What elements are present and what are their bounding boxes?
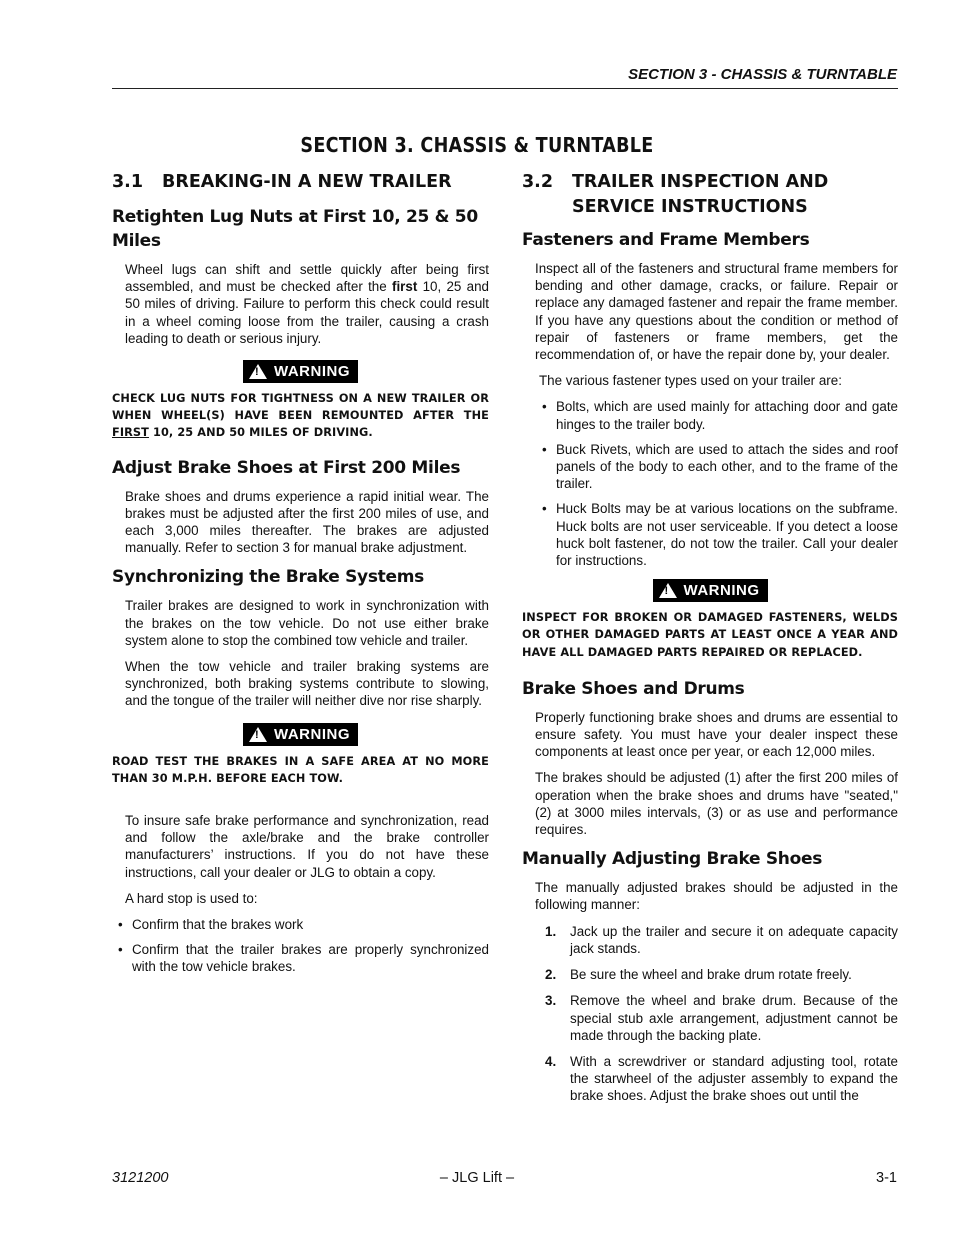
warning-triangle-icon: ! [659, 583, 677, 598]
list-item: • Huck Bolts may be at various locations on the subframe. Huck bolts are not user serviceable. If you detect a loose huck bolt fastener, do not tow the trailer. Call your dealer for instructions. [536, 500, 898, 569]
step-number: 2. [545, 967, 557, 983]
warning-banner-1 [112, 360, 489, 384]
step-text: Be sure the wheel and brake drum rotate freely. [570, 967, 852, 983]
sync-paragraph-3: To insure safe brake performance and synchronization, read and follow the axle/brake and the brake controller manufacturers’ instructions. If you do not have these instructions, call your dealer or JLG to obtain a copy. [125, 813, 489, 880]
warning-badge [653, 579, 768, 602]
list-item: • Confirm that the brakes work [112, 916, 489, 933]
footer-page-number: 3-1 [876, 1170, 897, 1186]
manual-adjust-heading: Manually Adjusting Brake Shoes [522, 849, 823, 870]
brake-drums-heading: Brake Shoes and Drums [522, 678, 745, 699]
step-text: Remove the wheel and brake drum. Because of the special stub axle arrangement, adjustment cannot be made through the backing plate. [570, 993, 898, 1043]
header-rule [112, 88, 898, 89]
adjust-brake-heading: Adjust Brake Shoes at First 200 Miles [112, 457, 461, 478]
warning-banner-2 [112, 723, 489, 747]
fasteners-warning-text: INSPECT FOR BROKEN OR DAMAGED FASTENERS, WELDS OR OTHER DAMAGED PARTS AT LEAST ONCE A YEAR AND HAVE ALL DAMAGED PARTS REPAIRED OR REPLACED. [522, 611, 898, 659]
warning-triangle-icon: ! [249, 727, 267, 742]
fasteners-paragraph-1: Inspect all of the fasteners and structural frame members for bending and other damage, cracks, or failure. Repair or replace any damaged fastener and repair the frame member. If you have any questions about the condition or method of repair of fasteners or frame members, get the recommendation of, or have the repair done by, your dealer. [535, 261, 898, 363]
step-text: Jack up the trailer and secure it on adequate capacity jack stands. [570, 923, 898, 956]
warning-label: WARNING [274, 363, 350, 381]
step-number: 4. [545, 1053, 557, 1069]
text-run: 10, 25 and 50 miles of driving. Failure to perform this check could result in a wheel coming loose from the trailer, causing a crash leading to death or serious injury. [125, 279, 489, 346]
manual-adjust-steps [535, 923, 898, 1105]
section-title: BREAKING-IN A NEW TRAILER [162, 172, 452, 192]
sync-paragraph-2: When the tow vehicle and trailer braking systems are synchronized, both braking systems contribute to slowing, and the tongue of the trailer will neither dive nor rise sharply. [125, 659, 489, 709]
lug-nuts-heading: Retighten Lug Nuts at First 10, 25 & 50 Miles [112, 207, 478, 251]
footer-doc-number: 3121200 [112, 1170, 169, 1186]
step-text: With a screwdriver or standard adjusting tool, rotate the starwheel of the adjuster assembly to expand the brake shoes. Adjust the brake shoes out until the [570, 1053, 898, 1104]
section-number: 3.2 [522, 172, 554, 192]
warning-label: WARNING [274, 725, 350, 743]
manual-adjust-intro: The manually adjusted brakes should be adjusted in the following manner: [535, 880, 898, 913]
warning-triangle-icon: ! [249, 364, 267, 379]
footer-center: – JLG Lift – [439, 1170, 515, 1186]
warning-badge [243, 723, 358, 746]
right-column [522, 170, 898, 1114]
text-run: 10, 25 AND 50 MILES OF DRIVING. [148, 426, 373, 440]
text-run: Wheel lugs can shift and settle quickly after being first assembled, and must be checked after the [125, 262, 489, 295]
list-item [535, 1053, 898, 1105]
brake-drums-paragraph-1: Properly functioning brake shoes and drums are essential to ensure safety. You must have your dealer inspect these components at least once per year, or each 12,000 miles. [535, 709, 898, 760]
page-title: SECTION 3. CHASSIS & TURNTABLE [300, 133, 654, 157]
left-column [112, 170, 489, 984]
fasteners-heading: Fasteners and Frame Members [522, 230, 810, 250]
fastener-types-list [536, 398, 898, 569]
step-number: 1. [545, 923, 557, 939]
section-3-2-heading [522, 170, 898, 220]
list-item [535, 966, 898, 983]
section-number: 3.1 [112, 172, 144, 192]
sync-heading: Synchronizing the Brake Systems [112, 567, 424, 588]
road-test-warning-text: ROAD TEST THE BRAKES IN A SAFE AREA AT NO MORE THAN 30 M.P.H. BEFORE EACH TOW. [112, 754, 489, 785]
lug-nuts-warning-text [112, 390, 489, 442]
warning-banner-3 [522, 579, 898, 603]
section-title: TRAILER INSPECTION AND SERVICE INSTRUCTIONS [572, 172, 829, 217]
underlined-text: FIRST [112, 426, 149, 440]
list-item [535, 992, 898, 1044]
text-run: CHECK LUG NUTS FOR TIGHTNESS ON A NEW TRAILER OR WHEN WHEEL(S) HAVE BEEN REMOUNTED AFTER THE [112, 392, 489, 423]
hard-stop-intro: A hard stop is used to: [125, 890, 258, 906]
lug-nuts-paragraph [125, 261, 489, 347]
fasteners-paragraph-2: The various fastener types used on your trailer are: [539, 373, 842, 389]
list-item [535, 923, 898, 957]
bold-text: first [391, 279, 418, 295]
brake-drums-paragraph-2: The brakes should be adjusted (1) after the first 200 miles of operation when the brake shoes and drums have "seated," (2) at 3000 miles intervals, (3) or as use and performance requires. [535, 770, 898, 838]
list-item: • Bolts, which are used mainly for attaching door and gate hinges to the trailer body. [536, 398, 898, 432]
warning-label: WARNING [683, 582, 760, 600]
list-item: • Buck Rivets, which are used to attach the sides and roof panels of the body to each other, and to the frame of the trailer. [536, 441, 898, 493]
list-item: • Confirm that the trailer brakes are properly synchronized with the tow vehicle brakes. [112, 941, 489, 975]
adjust-brake-paragraph: Brake shoes and drums experience a rapid initial wear. The brakes must be adjusted after the first 200 miles of use, and each 3,000 miles thereafter. The brakes are adjusted manually. Refer to section 3 for manual brake adjustment. [125, 488, 489, 556]
warning-badge [243, 360, 358, 383]
sync-paragraph-1: Trailer brakes are designed to work in synchronization with the brakes on the tow vehicle. Do not use either brake system alone to stop the combined tow vehicle and trailer. [125, 598, 489, 648]
section-3-1-heading [112, 170, 489, 195]
running-header: SECTION 3 - CHASSIS & TURNTABLE [628, 66, 897, 83]
step-number: 3. [545, 993, 557, 1009]
hard-stop-list [112, 916, 489, 976]
